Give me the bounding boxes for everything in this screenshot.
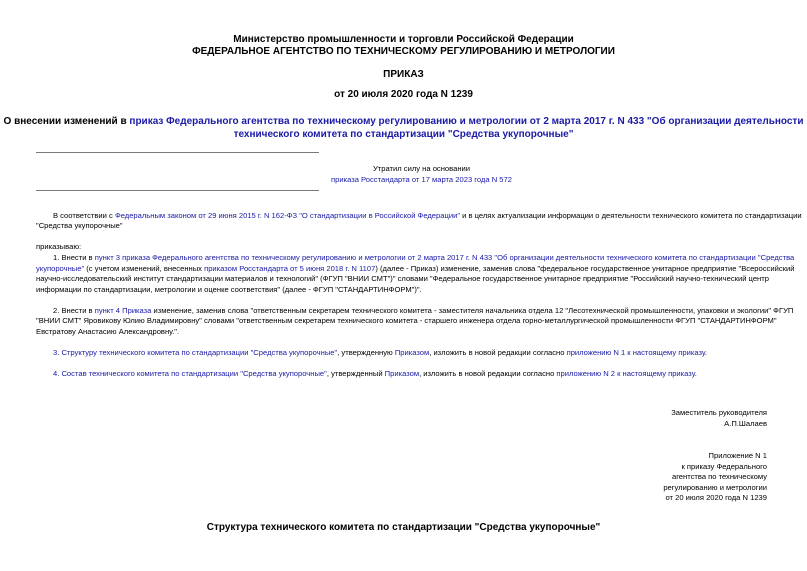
item-1-text-c: ) (далее - Приказ) изменение, заменив слова "федеральное государственное унитарное предприятие "Всероссийский: [375, 264, 795, 273]
link-appendix-1[interactable]: приложению N 1 к настоящему приказу: [566, 348, 705, 357]
document-type: ПРИКАЗ: [383, 69, 424, 80]
item-2-line2: "ВНИИ СМТ" Яровикову Юлию Владимировну" словами "ответственным секретарем технического комитета - старшего инженера отдела горно-металлургической промышленности ФГУП "СТАНДАРТИНФОРМ": [36, 316, 777, 325]
item-1-line3: научно-исследовательский институт стандартизации материалов и технологий" (ФГУП "ВНИИ СМТ")" словами "Федеральное государственное унитарное предприятие "Российский научно-технический центр: [36, 274, 769, 283]
preamble-text-b: и в целях актуализации информации о деятельности технического комитета по стандартизации: [460, 211, 802, 220]
item-1-line1: [53, 253, 794, 264]
link-item-3-structure[interactable]: 3. Структуру технического комитета по стандартизации "Средства укупорочные": [53, 348, 338, 357]
paragraph-preamble-line2: "Средства укупорочные": [36, 221, 123, 230]
document-date-number: от 20 июля 2020 года N 1239: [334, 89, 473, 100]
appendix-line-3: агентства по техническому: [671, 472, 767, 481]
title-link-order-433[interactable]: приказ Федерального агентства по техническому регулированию и метрологии от 2 марта 2017 г. N 433 "Об организации деятельности: [129, 116, 804, 127]
appendix-line-5: от 20 июля 2020 года N 1239: [665, 493, 767, 502]
link-item-3-order[interactable]: Приказом: [394, 348, 430, 357]
item-4-text-b: , изложить в новой редакции согласно: [419, 369, 557, 378]
paragraph-preamble: [53, 211, 802, 222]
title-prefix: О внесении изменений в: [3, 116, 130, 127]
appendix-line-4: регулированию и метрологии: [663, 483, 767, 492]
item-3: [53, 348, 707, 359]
preamble-text-a: В соответствии с: [53, 211, 115, 220]
item-2-line3: Евстратову Анастасию Александровну.".: [36, 327, 180, 336]
signature-name: А.П.Шалаев: [724, 419, 767, 428]
agency-name: ФЕДЕРАЛЬНОЕ АГЕНТСТВО ПО ТЕХНИЧЕСКОМУ РЕГУЛИРОВАНИЮ И МЕТРОЛОГИИ: [192, 46, 615, 57]
item-2-line1: [53, 306, 793, 317]
link-item-4-composition[interactable]: 4. Состав технического комитета по стандартизации "Средства укупорочные": [53, 369, 327, 378]
order-word: приказываю:: [36, 242, 82, 251]
item-2-text-a: 2. Внести в: [53, 306, 95, 315]
appendix-line-2: к приказу Федерального: [681, 462, 767, 471]
link-item-2-point-4[interactable]: пункт 4 Приказа: [94, 306, 152, 315]
signature-position: Заместитель руководителя: [671, 408, 767, 417]
status-repealed: Утратил силу на основании: [372, 164, 471, 173]
item-1-text-a: 1. Внести в: [53, 253, 95, 262]
link-item-4-order[interactable]: Приказом: [384, 369, 420, 378]
link-federal-law-162[interactable]: Федеральным законом от 29 июня 2015 г. N 162-ФЗ "О стандартизации в Российской Федерации": [114, 211, 461, 220]
document-title: [0, 115, 807, 141]
item-3-text-b: , изложить в новой редакции согласно: [429, 348, 567, 357]
item-4-text-a: , утвержденный: [326, 369, 385, 378]
link-order-1107[interactable]: приказом Росстандарта от 5 июня 2018 г. N 1107: [204, 264, 376, 273]
item-4: [53, 369, 697, 380]
item-2-text-b: изменение, заменив слова "ответственным секретарем технического комитета - заместителя начальника отдела 12 "Лесотехнической промышленности, упаковки и экологии" ФГУП: [151, 306, 794, 315]
item-3-text-a: , утвержденную: [337, 348, 395, 357]
structure-title: Структура технического комитета по стандартизации "Средства укупорочные": [206, 522, 601, 533]
link-appendix-2[interactable]: приложению N 2 к настоящему приказу: [556, 369, 695, 378]
divider-bottom: [36, 190, 319, 191]
item-1-line2: [36, 264, 794, 275]
item-3-text-c: .: [704, 348, 708, 357]
status-repealed-link-wrap: [36, 175, 807, 186]
appendix-line-1: Приложение N 1: [708, 451, 767, 460]
ministry-name: Министерство промышленности и торговли Российской Федерации: [233, 34, 574, 45]
divider-top: [36, 152, 319, 153]
item-1-line4: информации по стандартизации, метрологии и оценке соответствия" (далее - ФГУП "СТАНДАРТИНФОРМ")".: [36, 285, 422, 294]
link-item-1-order-433[interactable]: пункт 3 приказа Федерального агентства по техническому регулированию и метрологии от 2 марта 2017 г. N 433 "Об организации деятельности технического комитета по стандартизации "Средства: [94, 253, 795, 262]
title-link-order-433-cont[interactable]: технического комитета по стандартизации "Средства укупорочные": [233, 129, 574, 140]
link-item-1-order-433-cont[interactable]: укупорочные": [36, 264, 85, 273]
item-1-text-b: (с учетом изменений, внесенных: [84, 264, 205, 273]
status-repealed-link[interactable]: приказа Росстандарта от 17 марта 2023 года N 572: [331, 175, 512, 184]
item-4-text-c: .: [694, 369, 697, 378]
